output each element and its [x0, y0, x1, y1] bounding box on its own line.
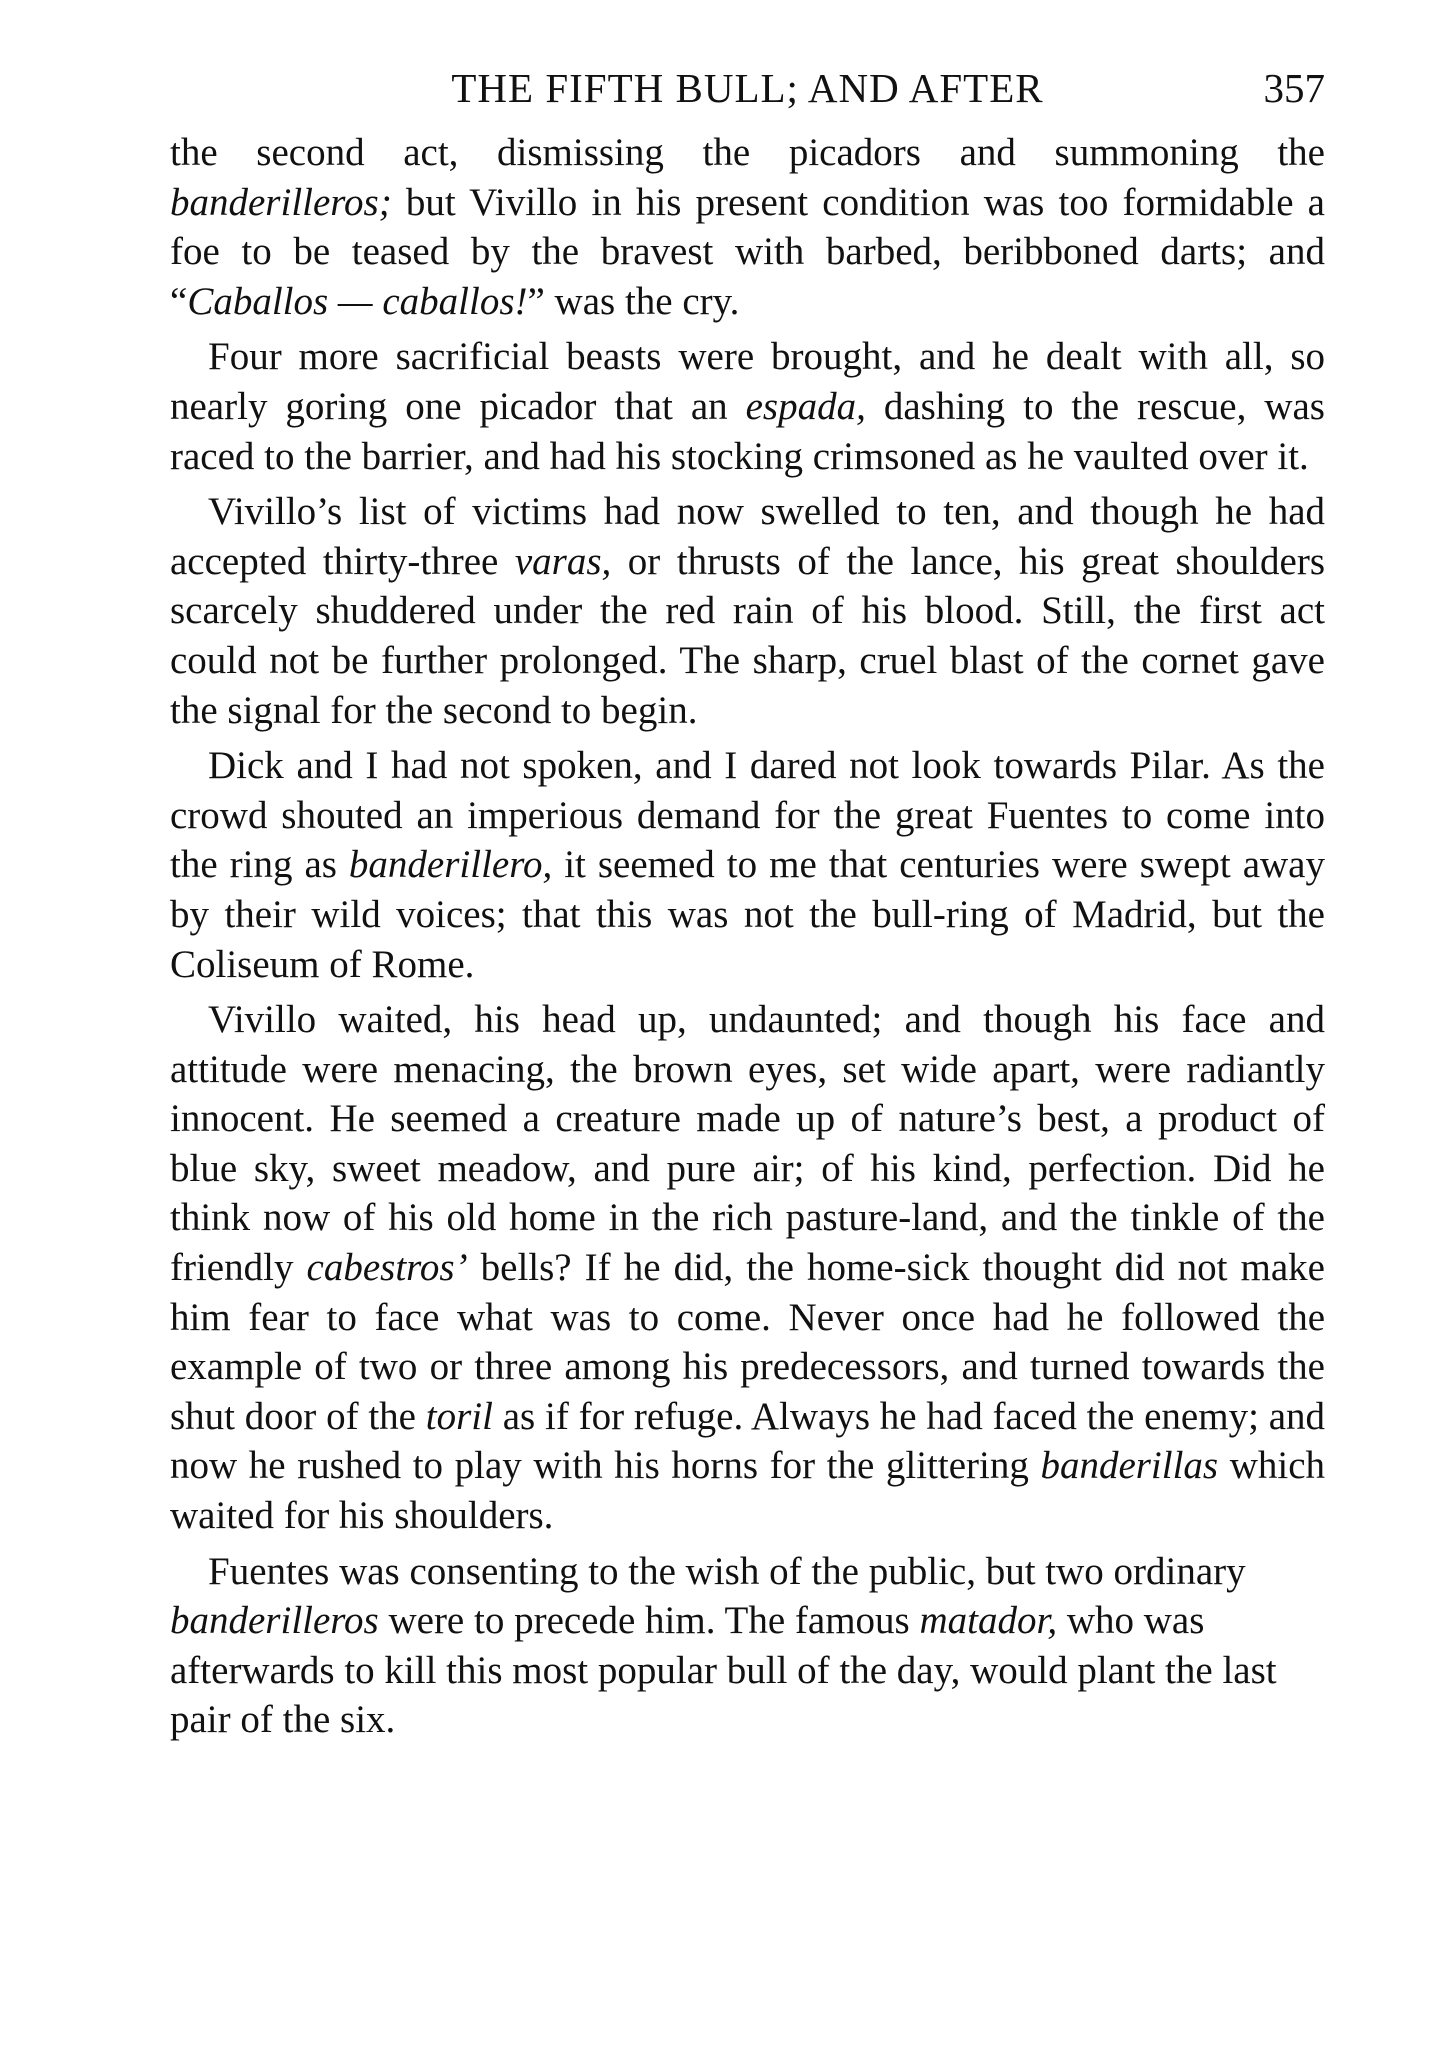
paragraph [170, 1547, 1325, 1745]
italic-text: cabestros’ [306, 1246, 468, 1290]
text-run: or thrusts of the lance, his great shoulders scarcely shuddered under the red rain of his blood. Still, the first act could not be further prolonged. The sharp, cruel blast of the cornet gave the signal for the second to begin. [170, 539, 1326, 732]
italic-text: matador, [919, 1599, 1058, 1643]
body-text [170, 128, 1325, 1751]
text-run: Four more sacrificial beasts were brought, and he dealt with all, so nearly goring one picador that an [170, 335, 1325, 428]
text-run: it seemed to me that centuries were swept away by their wild voices; that this was not the bull-ring of Madrid, but the Coliseum of Rome. [170, 843, 1325, 986]
italic-text: banderilleros; [170, 180, 392, 224]
paragraph [170, 128, 1325, 326]
italic-text: Caballos — caballos! [187, 279, 528, 323]
text-run: Vivillo’s list of victims had now swelled to ten, and though he had accepted thirty-three [170, 490, 1325, 583]
italic-text: banderillero, [348, 843, 553, 887]
text-run: but Vivillo in his present condition was too formidable a foe to be teased by the bravest with barbed, beribboned darts; and “ [170, 180, 1325, 323]
text-run: were to precede him. The famous [378, 1599, 920, 1643]
chapter-title: THE FIFTH BULL; AND AFTER [451, 65, 1044, 111]
italic-text: banderilleros [170, 1599, 379, 1643]
paragraph [170, 332, 1325, 481]
italic-text: banderillas [1040, 1444, 1219, 1488]
paragraph [170, 741, 1325, 989]
text-run: the second act, dismissing the picadors and summoning the [170, 131, 1325, 174]
text-run: bells? If he did, the home-sick thought did not make him fear to face what was to come. Never once had he followed the example of two or three among his predecessors, and turned towards the shut door of the [170, 1246, 1325, 1438]
italic-text: varas, [514, 539, 612, 583]
running-head [170, 58, 1325, 118]
italic-text: toril [425, 1394, 493, 1438]
text-run: who was afterwards to kill this most popular bull of the day, would plant the last pair of the six. [170, 1599, 1277, 1742]
text-run: Vivillo waited, his head up, undaunted; and though his face and attitude were menacing, the brown eyes, set wide apart, were radiantly innocent. He seemed a creature made up of nature’s best, a product of blue sky, sweet meadow, and pure air; of his kind, perfection. Did he think now of his old home in the rich pasture-land, and the tinkle of the friendly [170, 998, 1325, 1290]
text-run: as if for refuge. Always he had faced the enemy; and now he rushed to play with his horns for the glittering [170, 1394, 1325, 1488]
text-run: Fuentes was consenting to the wish of the public, but two ordinary [208, 1549, 1246, 1593]
text-run: which waited for his shoulders. [170, 1444, 1326, 1538]
paragraph [170, 995, 1325, 1541]
paragraph [170, 487, 1325, 735]
italic-text: espada, [745, 384, 866, 428]
text-run: ” was the cry. [527, 279, 740, 323]
page-number: 357 [1263, 65, 1325, 111]
text-run: Dick and I had not spoken, and I dared not look towards Pilar. As the crowd shouted an imperious demand for the great Fuentes to come into the ring as [170, 744, 1325, 887]
text-run: dashing to the rescue, was raced to the barrier, and had his stocking crimsoned as he vaulted over it. [170, 384, 1325, 478]
